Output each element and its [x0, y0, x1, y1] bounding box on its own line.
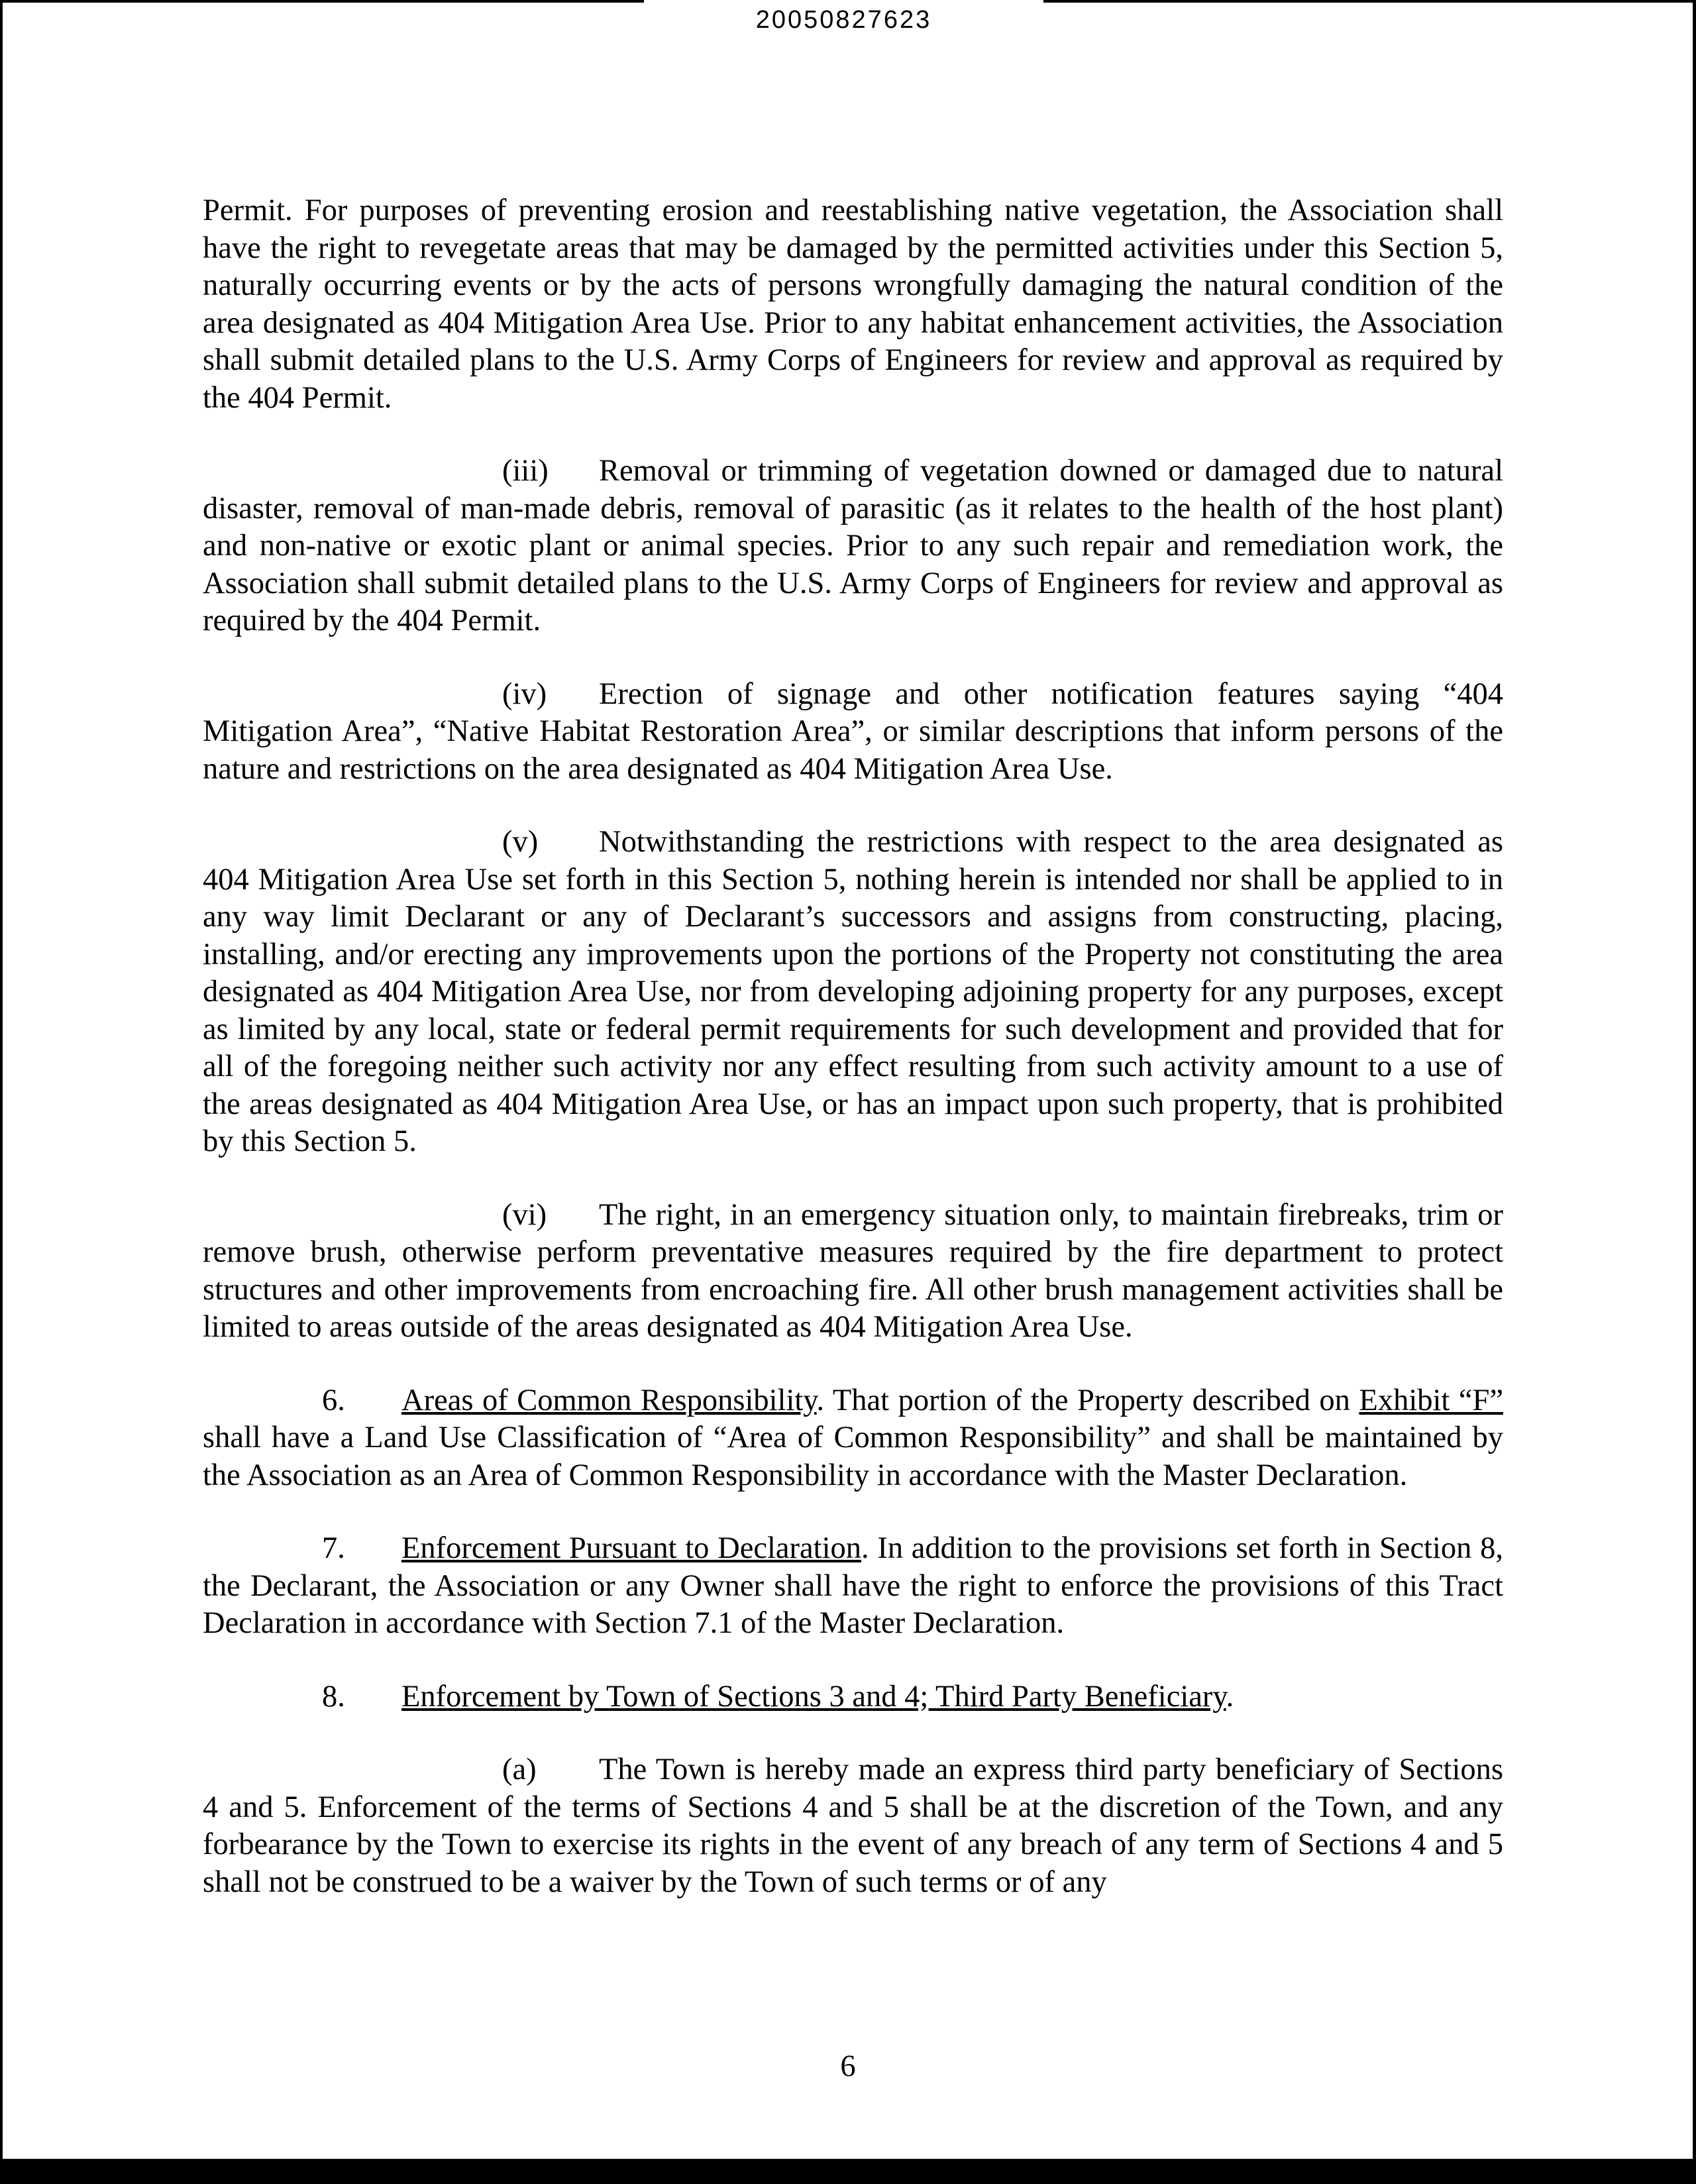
- top-border-right: [1043, 0, 1696, 3]
- section-7: [203, 1530, 1503, 1643]
- paragraph-text: . In addition to the provisions set forth in Section 8, the Declarant, the Association or any Owner shall have the right to enforce the provisions of this Tract Declaration in accordance with Section 7.1 of the Master Declaration.: [203, 1531, 1503, 1640]
- paragraph-permit-continuation: Permit. For purposes of preventing erosion and reestablishing native vegetation, the Association shall have the right to revegetate areas that may be damaged by the permitted activities under this Section 5, naturally occurring events or by the acts of persons wrongfully damaging the natural condition of the area designated as 404 Mitigation Area Use. Prior to any habitat enhancement activities, the Association shall submit detailed plans to the U.S. Army Corps of Engineers for review and approval as required by the 404 Permit.: [203, 193, 1503, 415]
- recording-number-stamp: 20050827623: [755, 6, 932, 34]
- exhibit-reference: Exhibit “F”: [1359, 1383, 1503, 1417]
- item-marker: (iii): [502, 454, 549, 488]
- paragraph-text: Removal or trimming of vegetation downed or damaged due to natural disaster, removal of man-made debris, removal of parasitic (as it relates to the health of the host plant) and non-native or exotic plant or animal species. Prior to any such repair and remediation work, the Association shall submit detailed plans to the U.S. Army Corps of Engineers for review and approval as required by the 404 Permit.: [203, 454, 1503, 637]
- section-number: 6.: [322, 1383, 345, 1417]
- item-marker: (v): [502, 825, 539, 859]
- paragraph-iv: [203, 676, 1503, 789]
- item-marker: (a): [502, 1753, 537, 1786]
- section-number: 8.: [322, 1679, 345, 1714]
- paragraph-iii: [203, 453, 1503, 640]
- scan-border-left: [0, 0, 3, 2184]
- item-marker: (vi): [502, 1197, 547, 1232]
- paragraph-text: Erection of signage and other notification features saying “404 Mitigation Area”, “Native Habitat Restoration Area”, or similar descriptions that inform persons of the nature and restrictions on the area designated as 404 Mitigation Area Use.: [203, 677, 1503, 786]
- paragraph-v: [203, 824, 1503, 1161]
- item-marker: (iv): [502, 677, 547, 711]
- top-border-left: [0, 0, 644, 3]
- paragraph-text: Notwithstanding the restrictions with respect to the area designated as 404 Mitigation Area Use set forth in this Section 5, nothing herein is intended nor shall be applied to in any way limit Declarant or any of Declarant’s successors and assigns from constructing, placing, installing, and/or erecting any improvements upon the portions of the Property not constituting the area designated as 404 Mitigation Area Use, nor from developing adjoining property for any purposes, except as limited by any local, state or federal permit requirements for such development and provided that for all of the foregoing neither such activity nor any effect resulting from such activity amount to a use of the areas designated as 404 Mitigation Area Use, or has an impact upon such property, that is prohibited by this Section 5.: [203, 825, 1503, 1158]
- paragraph-vi: [203, 1197, 1503, 1346]
- section-heading: Enforcement Pursuant to Declaration: [401, 1531, 862, 1565]
- heading-trail: .: [1226, 1679, 1234, 1714]
- heading-trail: . That portion of the Property described on: [816, 1383, 1359, 1417]
- section-8-a: [203, 1751, 1503, 1901]
- section-heading: Areas of Common Responsibility: [401, 1383, 817, 1417]
- section-heading: Enforcement by Town of Sections 3 and 4; Third Party Beneficiary: [401, 1679, 1226, 1714]
- section-8: [203, 1678, 1503, 1716]
- section-number: 7.: [322, 1531, 345, 1565]
- scan-border-bottom: [0, 2159, 1696, 2184]
- paragraph-text: The Town is hereby made an express third party beneficiary of Sections 4 and 5. Enforcement of the terms of Sections 4 and 5 shall be at the discretion of the Town, and any forbearance by the Town to exercise its rights in the event of any breach of any term of Sections 4 and 5 shall not be construed to be a waiver by the Town of such terms or of any: [203, 1753, 1503, 1899]
- scan-border-right: [1693, 0, 1696, 2184]
- section-6: [203, 1382, 1503, 1495]
- paragraph-text: shall have a Land Use Classification of “Area of Common Responsibility” and shall be maintained by the Association as an Area of Common Responsibility in accordance with the Master Declaration.: [203, 1421, 1503, 1492]
- paragraph-text: The right, in an emergency situation only, to maintain firebreaks, trim or remove brush, otherwise perform preventative measures required by the fire department to protect structures and other improvements from encroaching fire. All other brush management activities shall be limited to areas outside of the areas designated as 404 Mitigation Area Use.: [203, 1197, 1503, 1344]
- page-number: 6: [840, 2049, 856, 2083]
- document-body: [203, 192, 1503, 1937]
